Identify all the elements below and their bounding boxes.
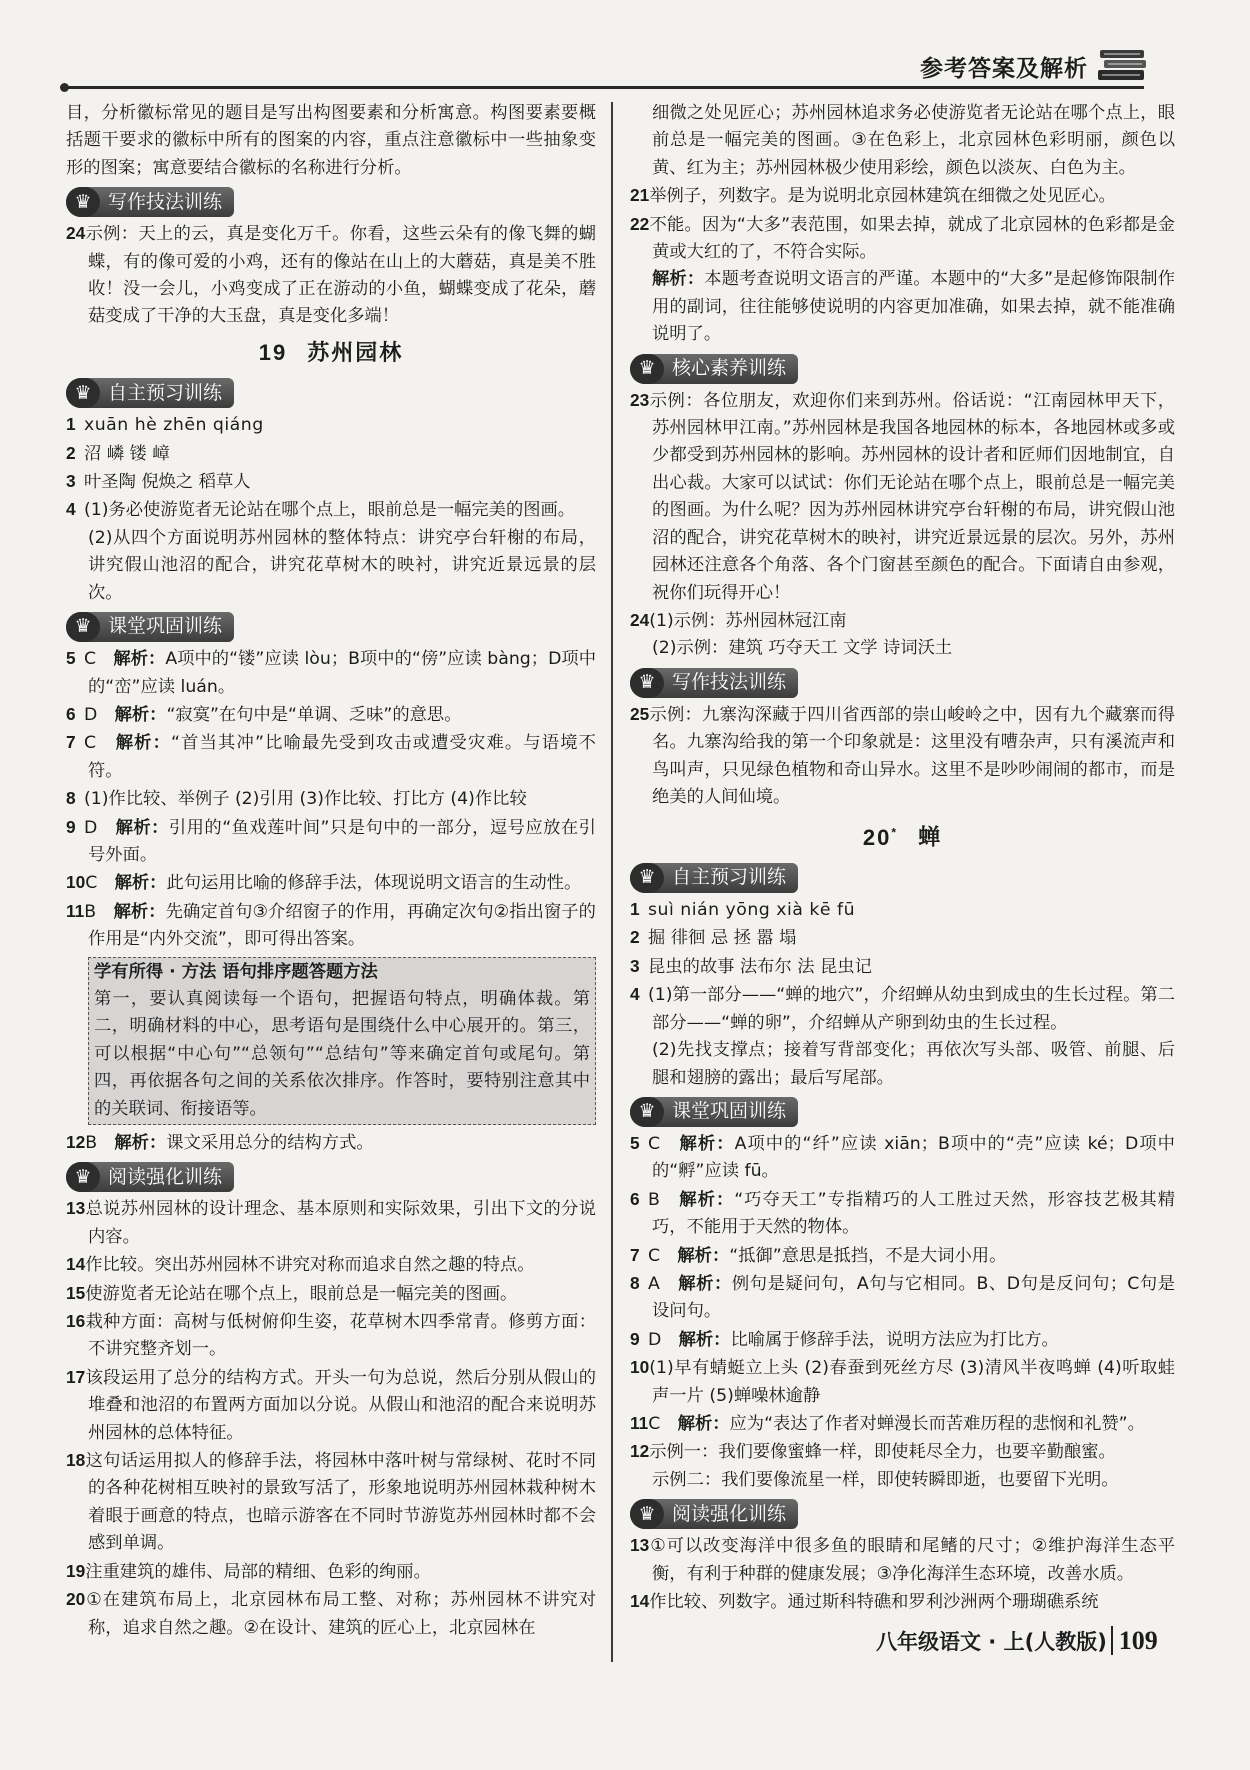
answer-4: 4 (1)第一部分——“蝉的地穴”，介绍蝉从幼虫到成虫的生长过程。第二部分——“蝉的卵”，介绍蝉从产卵到幼虫的生长过程。 — [630, 984, 1175, 1033]
answer-24-part2: (2)示例：建筑 巧夺天工 文学 诗词沃土 — [652, 638, 953, 659]
answer-4-part2: (2)先找支撑点；接着写背部变化；再依次写头部、吸管、前腿、后腿和翅膀的露出；最后写尾部。 — [652, 1040, 1175, 1088]
crown-icon: ♛ — [66, 1162, 100, 1192]
answer-9: 9 D 解析：比喻属于修辞手法，说明方法应为打比方。 — [630, 1328, 1059, 1350]
page-number: 109 — [1111, 1626, 1158, 1655]
answer-4: 4 (1)务必使游览者无论站在哪个点上，眼前总是一幅完美的图画。 — [66, 499, 576, 521]
left-column — [66, 100, 596, 1642]
answer-1: 1 suì nián yōng xià kē fū — [630, 899, 856, 921]
answer-8: 8 (1)作比较、举例子 (2)引用 (3)作比较、打比方 (4)作比较 — [66, 788, 527, 810]
answer-9: 9 D 解析：引用的“鱼戏莲叶间”只是句中的一部分，逗号应放在引号外面。 — [66, 816, 596, 865]
answer-24: 24示例：天上的云，真是变化万千。你看，这些云朵有的像飞舞的蝴蝶，有的像可爱的小鸡，还有的像站在山上的大蘑菇，真是美不胜收！没一会儿，小鸡变成了正在游动的小鱼，蝴蝶变成了花朵，蘑菇变成了干净的大玉盘，真是变化多端！ — [66, 223, 596, 327]
answer-13: 13总说苏州园林的设计理念、基本原则和实际效果，引出下文的分说内容。 — [66, 1198, 596, 1247]
section-core-literacy: ♛ 核心素养训练 — [630, 354, 798, 384]
crown-icon: ♛ — [630, 1097, 664, 1127]
crown-icon: ♛ — [630, 354, 664, 384]
answer-3: 3 昆虫的故事 法布尔 法 昆虫记 — [630, 955, 872, 977]
answer-15: 15使游览者无论站在哪个点上，眼前总是一幅完美的图画。 — [66, 1282, 518, 1304]
answer-20-continued: 细微之处见匠心；苏州园林追求务必使游览者无论站在哪个点上，眼前总是一幅完美的图画。③在色彩上，北京园林色彩明丽，颜色以黄、红为主；苏州园林极少使用彩绘，颜色以淡灰、白色为主。 — [652, 103, 1175, 178]
lesson-20-title: 20* 蝉 — [862, 824, 943, 851]
answer-18: 18这句话运用拟人的修辞手法，将园林中落叶树与常绿树、花时不同的各种花树相互映衬的景致写活了，形象地说明苏州园林栽种树木着眼于画意的特点，也暗示游客在不同时节游览苏州园林时都不会感到单调。 — [66, 1450, 596, 1554]
answer-14: 14作比较。突出苏州园林不讲究对称而追求自然之趣的特点。 — [66, 1254, 535, 1276]
method-tip-text: 第一，要认真阅读每一个语句，把握语句特点，明确体裁。第二，明确材料的中心，思考语句是围绕什么中心展开的。第三，可以根据“中心句”“总领句”“总结句”等来确定首句或尾句。第四，再依据各句之间的关系依次排序。作答时，要特别注意其中的关联词、衔接语等。 — [94, 988, 590, 1119]
answer-22: 22不能。因为“大多”表范围，如果去掉，就成了北京园林的色彩都是金黄或大红的了，不符合实际。 — [630, 213, 1175, 263]
method-tip-title: 学有所得 · 方法 语句排序题答题方法 — [94, 961, 378, 982]
answer-17: 17该段运用了总分的结构方式。开头一句为总说，然后分别从假山的堆叠和池沼的布置两方面加以分说。从假山和池沼的配合来说明苏州园林的总体特征。 — [66, 1366, 596, 1443]
section-writing-technique: ♛ 写作技法训练 — [630, 668, 798, 698]
answer-5: 5 C 解析：A项中的“镂”应读 lòu；B项中的“傍”应读 bàng；D项中的“峦”应读 luán。 — [66, 648, 596, 697]
books-icon — [1098, 46, 1148, 86]
page-footer — [876, 1626, 1158, 1656]
section-classroom: ♛ 课堂巩固训练 — [66, 612, 234, 642]
section-writing-technique: ♛ 写作技法训练 — [66, 187, 234, 217]
answer-24: 24(1)示例：苏州园林冠江南 — [630, 609, 847, 631]
answer-12: 12示例一：我们要像蜜蜂一样，即使耗尽全力，也要辛勤酿蜜。 — [630, 1441, 1116, 1463]
answer-8: 8 A 解析：例句是疑问句，A句与它相同。B、D句是反问句；C句是设问句。 — [630, 1272, 1175, 1322]
crown-icon: ♛ — [66, 187, 100, 217]
header-rule — [64, 86, 1144, 89]
answer-10: 10(1)早有蜻蜓立上头 (2)春蚕到死丝方尽 (3)清风半夜鸣蝉 (4)听取蛙声一片 (5)蝉噪林逾静 — [630, 1357, 1175, 1406]
answer-14: 14作比较、列数字。通过斯科特礁和罗利沙洲两个珊瑚礁系统 — [630, 1591, 1099, 1613]
section-reading: ♛ 阅读强化训练 — [66, 1162, 234, 1192]
answer-22-analysis: 解析：本题考查说明文语言的严谨。本题中的“大多”是起修饰限制作用的副词，往往能够使说明的内容更加准确，如果去掉，就不能准确说明了。 — [652, 269, 1175, 345]
section-reading: ♛ 阅读强化训练 — [630, 1499, 798, 1529]
header-title: 参考答案及解析 — [920, 56, 1088, 82]
crown-icon: ♛ — [630, 668, 664, 698]
method-tip-box — [88, 957, 596, 1125]
section-preview: ♛ 自主预习训练 — [66, 378, 234, 408]
answer-6: 6 D 解析：“寂寞”在句中是“单调、乏味”的意思。 — [66, 703, 462, 725]
intro-text: 目，分析徽标常见的题目是写出构图要素和分析寓意。构图要素要概括题干要求的徽标中所有的图案的内容，重点注意徽标中一些抽象变形的图案；寓意要结合徽标的名称进行分析。 — [66, 103, 596, 178]
answer-13: 13①可以改变海洋中很多鱼的眼睛和尾鳍的尺寸；②维护海洋生态平衡，有利于种群的健康发展；③净化海洋生态环境，改善水质。 — [630, 1535, 1175, 1584]
footer-label: 八年级语文 · 上(人教版) — [876, 1630, 1107, 1654]
answer-5: 5 C 解析：A项中的“纤”应读 xiān；B项中的“壳”应读 ké；D项中的“孵”应读 fū。 — [630, 1132, 1175, 1182]
page-header — [0, 0, 1250, 98]
answer-25: 25示例：九寨沟深藏于四川省西部的崇山峻岭之中，因有九个藏寨而得名。九寨沟给我的第一个印象就是：这里没有嘈杂声，只有溪流声和鸟叫声，只见绿色植物和奇山异水。这里不是吵吵闹闹的都市，而是绝美的人间仙境。 — [630, 703, 1175, 807]
crown-icon: ♛ — [630, 1499, 664, 1529]
section-preview: ♛ 自主预习训练 — [630, 863, 798, 893]
answer-11: 11B 解析：先确定首句③介绍窗子的作用，再确定次句②指出窗子的作用是“内外交流”，即可得出答案。 — [66, 900, 596, 950]
crown-icon: ♛ — [66, 612, 100, 642]
answer-2: 2 掘 徘徊 忌 拯 嚣 塌 — [630, 927, 797, 949]
answer-12: 12B 解析：课文采用总分的结构方式。 — [66, 1132, 374, 1153]
answer-20: 20①在建筑布局上，北京园林布局工整、对称；苏州园林不讲究对称，追求自然之趣。②在设计、建筑的匠心上，北京园林在 — [66, 1589, 596, 1638]
answer-16: 16栽种方面：高树与低树俯仰生姿，花草树木四季常青。修剪方面：不讲究整齐划一。 — [66, 1311, 596, 1360]
lesson-19-title: 19 苏州园林 — [258, 339, 404, 366]
crown-icon: ♛ — [66, 378, 100, 408]
column-divider — [611, 102, 613, 1662]
answer-7: 7 C 解析：“首当其冲”比喻最先受到攻击或遭受灾难。与语境不符。 — [66, 732, 596, 781]
answer-3: 3 叶圣陶 倪焕之 稻草人 — [66, 471, 251, 493]
answer-19: 19注重建筑的雄伟、局部的精细、色彩的绚丽。 — [66, 1560, 431, 1582]
answer-4-part2: (2)从四个方面说明苏州园林的整体特点：讲究亭台轩榭的布局，讲究假山池沼的配合，讲究花草树木的映衬，讲究近景远景的层次。 — [88, 527, 596, 603]
answer-11: 11C 解析：应为“表达了作者对蝉漫长而苦难历程的悲悯和礼赞”。 — [630, 1412, 1145, 1434]
answer-12-example2: 示例二：我们要像流星一样，即使转瞬即逝，也要留下光明。 — [652, 1469, 1119, 1490]
answer-10: 10C 解析：此句运用比喻的修辞手法，体现说明文语言的生动性。 — [66, 872, 582, 894]
answer-21: 21举例子，列数字。是为说明北京园林建筑在细微之处见匠心。 — [630, 185, 1116, 207]
answer-2: 2 沼 嶙 镂 嶂 — [66, 442, 170, 464]
answer-7: 7 C 解析：“抵御”意思是抵挡，不是大词小用。 — [630, 1244, 1007, 1266]
answer-23: 23示例：各位朋友，欢迎你们来到苏州。俗话说：“江南园林甲天下，苏州园林甲江南。”苏州园林是我国各地园林的标本，各地园林或多或少都受到苏州园林的影响。苏州园林的设计者和匠师们因地制宜，自出心裁。大家可以试试：你们无论站在哪个点上，眼前总是一幅完美的图画。为什么呢？因为苏州园林讲究亭台轩榭的布局，讲究假山池沼的配合，讲究花草树木的映衬，讲究近景远景的层次。另外，苏州园林还注意各个角落、各个门窗甚至颜色的配合。下面请自由参观，祝你们玩得开心！ — [630, 389, 1175, 603]
answer-1: 1 xuān hè zhēn qiáng — [66, 414, 264, 436]
section-classroom: ♛ 课堂巩固训练 — [630, 1097, 798, 1127]
crown-icon: ♛ — [630, 863, 664, 893]
answer-6: 6 B 解析：“巧夺天工”专指精巧的人工胜过天然，形容技艺极其精巧，不能用于天然的物体。 — [630, 1188, 1175, 1238]
right-column — [630, 100, 1175, 1616]
